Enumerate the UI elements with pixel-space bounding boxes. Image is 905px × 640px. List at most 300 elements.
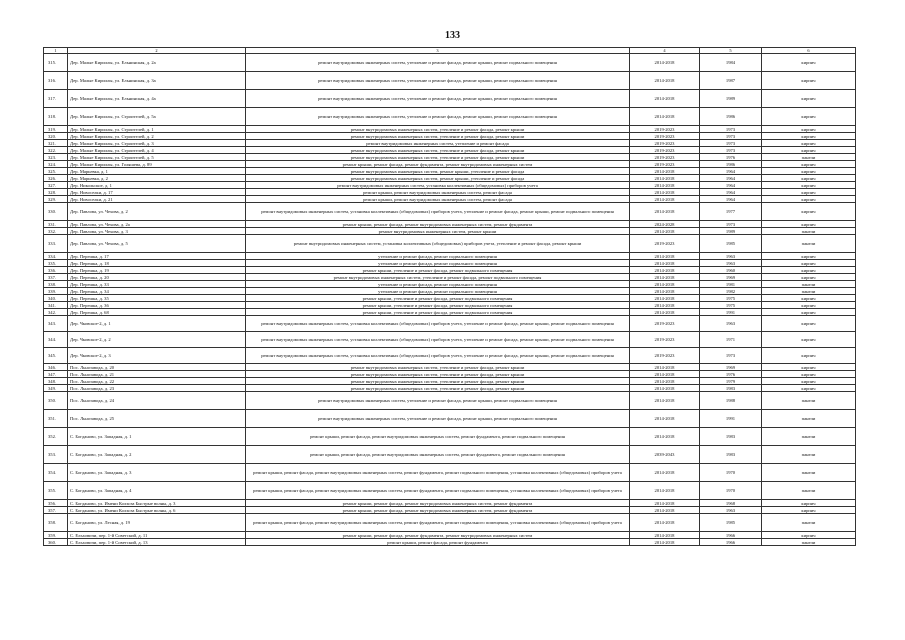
- row-number: 339.: [44, 288, 68, 295]
- year-built-cell: 1989: [700, 228, 762, 235]
- year-built-cell: 1975: [700, 302, 762, 309]
- row-number: 318.: [44, 108, 68, 126]
- table-row: [44, 140, 856, 147]
- table-row: [44, 500, 856, 507]
- year-built-cell: 1983: [700, 428, 762, 446]
- wall-material-cell: панели: [762, 228, 856, 235]
- wall-material-cell: кирпич: [762, 378, 856, 385]
- wall-material-cell: кирпич: [762, 147, 856, 154]
- row-number: 344.: [44, 332, 68, 348]
- address-cell: Дер. Малые Кириллы, ул. Ельнинская, д. 4а: [68, 90, 246, 108]
- address-cell: Дер. Малые Кириллы, ул. Строителей, д. 5: [68, 154, 246, 161]
- period-cell: 2014-2018: [630, 364, 700, 371]
- table-row: [44, 182, 856, 189]
- wall-material-cell: кирпич: [762, 108, 856, 126]
- row-number: 336.: [44, 267, 68, 274]
- table-row: [44, 228, 856, 235]
- wall-material-cell: кирпич: [762, 126, 856, 133]
- table-row: [44, 295, 856, 302]
- works-cell: утепление и ремонт фасада, ремонт подвального помещения: [246, 288, 630, 295]
- period-cell: 2019-2023: [630, 316, 700, 332]
- period-cell: 2014-2018: [630, 428, 700, 446]
- address-cell: Дер. Малые Кириллы, ул. Строителей, д. 5а: [68, 108, 246, 126]
- period-cell: 2014-2018: [630, 288, 700, 295]
- period-cell: 2014-2018: [630, 189, 700, 196]
- works-cell: ремонт крыши, ремонт фасада, ремонт внутридомовых инженерных систем, ремонт фундамента: [246, 507, 630, 514]
- table-row: [44, 446, 856, 464]
- row-number: 343.: [44, 316, 68, 332]
- period-cell: 2014-2018: [630, 90, 700, 108]
- address-cell: С. Богданово, ул. Имени Колхоза Быстрые волны, д. 6: [68, 507, 246, 514]
- wall-material-cell: панели: [762, 235, 856, 253]
- table-row: [44, 267, 856, 274]
- row-number: 338.: [44, 281, 68, 288]
- wall-material-cell: кирпич: [762, 182, 856, 189]
- works-cell: ремонт внутридомовых инженерных систем, установка коллективных (общедомовых) приборов учета, утепление и ремонт фасада, ремонт крыши, ремонт подвального помещения: [246, 203, 630, 221]
- table-row: [44, 316, 856, 332]
- address-cell: С. Богданово, ул. Западная, д. 1: [68, 428, 246, 446]
- year-built-cell: 1963: [700, 260, 762, 267]
- wall-material-cell: панели: [762, 482, 856, 500]
- address-cell: Дер. Перешка, д. 68: [68, 309, 246, 316]
- table-row: [44, 464, 856, 482]
- works-cell: ремонт внутридомовых инженерных систем, установка коллективных (общедомовых) приборов учета: [246, 182, 630, 189]
- wall-material-cell: панели: [762, 446, 856, 464]
- works-cell: ремонт крыши, утепление и ремонт фасада, ремонт подвального помещения: [246, 267, 630, 274]
- works-cell: утепление и ремонт фасада, ремонт подвального помещения: [246, 281, 630, 288]
- row-number: 357.: [44, 507, 68, 514]
- year-built-cell: 1977: [700, 203, 762, 221]
- row-number: 351.: [44, 410, 68, 428]
- row-number: 325.: [44, 168, 68, 175]
- period-cell: 2014-2018: [630, 482, 700, 500]
- works-cell: ремонт внутридомовых инженерных систем, утепление и ремонт фасада, ремонт крыши: [246, 147, 630, 154]
- works-cell: ремонт крыши, ремонт внутридомовых инженерных систем, ремонт фасада: [246, 196, 630, 203]
- year-built-cell: 1964: [700, 182, 762, 189]
- row-number: 356.: [44, 500, 68, 507]
- address-cell: Дер. Малые Кириллы, ул. Строителей, д. 1: [68, 126, 246, 133]
- address-cell: Дер. Чковское-2, д. 2: [68, 332, 246, 348]
- table-row: [44, 274, 856, 281]
- year-built-cell: 1964: [700, 168, 762, 175]
- works-cell: ремонт крыши, утепление и ремонт фасада, ремонт подвального помещения: [246, 309, 630, 316]
- works-cell: ремонт крыши, ремонт фасада, ремонт внутридомовых инженерных систем, ремонт фундамента: [246, 221, 630, 228]
- year-built-cell: 1963: [700, 316, 762, 332]
- address-cell: Дер. Малые Кириллы, ул. Строителей, д. 4: [68, 147, 246, 154]
- address-cell: Дер. Новоселки, д. 21: [68, 196, 246, 203]
- wall-material-cell: кирпич: [762, 175, 856, 182]
- address-cell: Дер. Перешка, д. 36: [68, 302, 246, 309]
- year-built-cell: 1983: [700, 446, 762, 464]
- table-row: [44, 507, 856, 514]
- year-built-cell: 1991: [700, 410, 762, 428]
- row-number: 327.: [44, 182, 68, 189]
- table-row: [44, 221, 856, 228]
- wall-material-cell: панели: [762, 514, 856, 532]
- wall-material-cell: панели: [762, 154, 856, 161]
- row-number: 332.: [44, 228, 68, 235]
- wall-material-cell: кирпич: [762, 221, 856, 228]
- address-cell: С. Богданово, ул. Западная, д. 3: [68, 464, 246, 482]
- period-cell: 2014-2018: [630, 410, 700, 428]
- wall-material-cell: кирпич: [762, 316, 856, 332]
- period-cell: 2039-2043: [630, 446, 700, 464]
- year-built-cell: 1970: [700, 482, 762, 500]
- period-cell: 2014-2018: [630, 196, 700, 203]
- works-cell: ремонт внутридомовых инженерных систем, установка коллективных (общедомовых) приборов учета, утепление и ремонт фасада, ремонт крыши: [246, 235, 630, 253]
- works-cell: ремонт внутридомовых инженерных систем, ремонт крыши: [246, 228, 630, 235]
- wall-material-cell: кирпич: [762, 348, 856, 364]
- year-built-cell: 1970: [700, 464, 762, 482]
- year-built-cell: 1973: [700, 126, 762, 133]
- year-built-cell: 1985: [700, 235, 762, 253]
- year-built-cell: 1969: [700, 364, 762, 371]
- row-number: 337.: [44, 274, 68, 281]
- wall-material-cell: кирпич: [762, 189, 856, 196]
- period-cell: 2014-2018: [630, 514, 700, 532]
- works-cell: ремонт внутридомовых инженерных систем, утепление и ремонт фасада, ремонт крыши: [246, 133, 630, 140]
- wall-material-cell: панели: [762, 410, 856, 428]
- table-row: [44, 532, 856, 539]
- works-cell: ремонт внутридомовых инженерных систем, утепление и ремонт фасада, ремонт крыши: [246, 126, 630, 133]
- period-cell: 2014-2018: [630, 228, 700, 235]
- row-number: 333.: [44, 235, 68, 253]
- address-cell: Дер. Павлова, ул. Чехова, д. 2а: [68, 221, 246, 228]
- period-cell: 2014-2018: [630, 295, 700, 302]
- year-built-cell: 1964: [700, 175, 762, 182]
- row-number: 316.: [44, 72, 68, 90]
- works-cell: утепление и ремонт фасада, ремонт подвального помещения: [246, 253, 630, 260]
- row-number: 340.: [44, 295, 68, 302]
- row-number: 355.: [44, 482, 68, 500]
- address-cell: Дер. Малые Кириллы, ул. Строителей, д. 2: [68, 133, 246, 140]
- address-cell: Дер. Перешка, д. 17: [68, 253, 246, 260]
- wall-material-cell: кирпич: [762, 500, 856, 507]
- row-number: 326.: [44, 175, 68, 182]
- row-number: 329.: [44, 196, 68, 203]
- column-number: 5: [700, 48, 762, 54]
- table-row: [44, 72, 856, 90]
- year-built-cell: 1985: [700, 514, 762, 532]
- column-number: 1: [44, 48, 68, 54]
- table-row: [44, 147, 856, 154]
- row-number: 315.: [44, 54, 68, 72]
- wall-material-cell: кирпич: [762, 364, 856, 371]
- year-built-cell: 1988: [700, 392, 762, 410]
- works-cell: ремонт крыши, ремонт фасада, ремонт внутридомовых инженерных систем, ремонт фундамента, ремонт подвального помещения, установка коллективных (общедомовых) приборов учета: [246, 464, 630, 482]
- row-number: 350.: [44, 392, 68, 410]
- year-built-cell: 1973: [700, 133, 762, 140]
- wall-material-cell: панели: [762, 392, 856, 410]
- wall-material-cell: кирпич: [762, 133, 856, 140]
- works-cell: ремонт крыши, ремонт фасада, ремонт внутридомовых инженерных систем, ремонт фундамента, ремонт подвального помещения: [246, 428, 630, 446]
- address-cell: Дер. Малые Кириллы, ул. Ельнинская, д. 2а: [68, 54, 246, 72]
- year-built-cell: 1971: [700, 332, 762, 348]
- period-cell: 2014-2018: [630, 464, 700, 482]
- wall-material-cell: кирпич: [762, 302, 856, 309]
- year-built-cell: 1984: [700, 54, 762, 72]
- address-cell: Пос. Льнозавода, д. 23: [68, 385, 246, 392]
- wall-material-cell: кирпич: [762, 54, 856, 72]
- period-cell: 2014-2018: [630, 392, 700, 410]
- works-cell: ремонт внутридомовых инженерных систем, ремонт крыши, утепление и ремонт фасада: [246, 168, 630, 175]
- table-row: [44, 260, 856, 267]
- table-row: [44, 253, 856, 260]
- table-row: [44, 309, 856, 316]
- wall-material-cell: панели: [762, 539, 856, 546]
- row-number: 319.: [44, 126, 68, 133]
- period-cell: 2014-2018: [630, 168, 700, 175]
- works-cell: ремонт крыши, утепление и ремонт фасада, ремонт подвального помещения: [246, 302, 630, 309]
- table-row: [44, 482, 856, 500]
- year-built-cell: 1973: [700, 147, 762, 154]
- works-cell: ремонт крыши, ремонт фасада, ремонт внутридомовых инженерных систем, ремонт фундамента, ремонт подвального помещения, установка коллективных (общедомовых) приборов учета: [246, 482, 630, 500]
- year-built-cell: 1976: [700, 371, 762, 378]
- address-cell: Дер. Марьевка, д. 2: [68, 175, 246, 182]
- period-cell: 2014-2018: [630, 281, 700, 288]
- period-cell: 2014-2018: [630, 182, 700, 189]
- address-cell: С. Ельховичи, пер. 1-й Советский, д. 13: [68, 539, 246, 546]
- year-built-cell: 1986: [700, 108, 762, 126]
- table-row: [44, 378, 856, 385]
- works-cell: ремонт внутридомовых инженерных систем, ремонт крыши, утепление и ремонт фасада: [246, 175, 630, 182]
- page-number: 133: [445, 30, 460, 41]
- table-row: [44, 90, 856, 108]
- period-cell: 2014-2018: [630, 175, 700, 182]
- row-number: 346.: [44, 364, 68, 371]
- wall-material-cell: кирпич: [762, 532, 856, 539]
- row-number: 320.: [44, 133, 68, 140]
- table-row: [44, 392, 856, 410]
- row-number: 341.: [44, 302, 68, 309]
- address-cell: Дер. Перешка, д. 18: [68, 260, 246, 267]
- year-built-cell: 1966: [700, 539, 762, 546]
- works-cell: ремонт крыши, ремонт фасада, ремонт внутридомовых инженерных систем, ремонт фундамента: [246, 500, 630, 507]
- year-built-cell: 1973: [700, 140, 762, 147]
- year-built-cell: 1969: [700, 274, 762, 281]
- table-row: [44, 410, 856, 428]
- table-row: [44, 288, 856, 295]
- period-cell: 2019-2023: [630, 332, 700, 348]
- row-number: 335.: [44, 260, 68, 267]
- row-number: 347.: [44, 371, 68, 378]
- row-number: 321.: [44, 140, 68, 147]
- wall-material-cell: кирпич: [762, 371, 856, 378]
- works-cell: ремонт крыши, ремонт фасада, ремонт внутридомовых инженерных систем, ремонт фундамента, ремонт подвального помещения, установка коллективных (общедомовых) приборов учета: [246, 514, 630, 532]
- address-cell: С. Богданово, ул. Имени Колхоза Быстрые волны, д. 3: [68, 500, 246, 507]
- table-row: [44, 385, 856, 392]
- address-cell: Дер. Новоселки, д. 17: [68, 189, 246, 196]
- wall-material-cell: кирпич: [762, 196, 856, 203]
- row-number: 358.: [44, 514, 68, 532]
- table-row: [44, 126, 856, 133]
- works-cell: ремонт внутридомовых инженерных систем, утепление и ремонт фасада, ремонт крыши: [246, 378, 630, 385]
- row-number: 331.: [44, 221, 68, 228]
- year-built-cell: 1973: [700, 348, 762, 364]
- works-cell: ремонт внутридомовых инженерных систем, установка коллективных (общедомовых) приборов учета, утепление и ремонт фасада, ремонт крыши, ремонт подвального помещения: [246, 332, 630, 348]
- works-cell: ремонт крыши, ремонт внутридомовых инженерных систем, ремонт фасада: [246, 189, 630, 196]
- wall-material-cell: кирпич: [762, 253, 856, 260]
- works-cell: ремонт внутридомовых инженерных систем, утепление и ремонт фасада, ремонт подвального помещения: [246, 274, 630, 281]
- address-cell: Дер. Перешка, д. 35: [68, 295, 246, 302]
- table-row: [44, 302, 856, 309]
- year-built-cell: 1966: [700, 532, 762, 539]
- wall-material-cell: кирпич: [762, 161, 856, 168]
- table-row: [44, 371, 856, 378]
- period-cell: 2014-2018: [630, 371, 700, 378]
- table-row: [44, 189, 856, 196]
- row-number: 324.: [44, 161, 68, 168]
- wall-material-cell: кирпич: [762, 72, 856, 90]
- table-row: [44, 168, 856, 175]
- period-cell: 2014-2018: [630, 500, 700, 507]
- column-number: 6: [762, 48, 856, 54]
- address-cell: Пос. Льнозавода, д. 20: [68, 364, 246, 371]
- year-built-cell: 1987: [700, 72, 762, 90]
- works-cell: ремонт внутридомовых инженерных систем, установка коллективных (общедомовых) приборов учета, утепление и ремонт фасада, ремонт крыши, ремонт подвального помещения: [246, 316, 630, 332]
- period-cell: 2014-2018: [630, 302, 700, 309]
- row-number: 348.: [44, 378, 68, 385]
- works-cell: утепление и ремонт фасада, ремонт подвального помещения: [246, 260, 630, 267]
- period-cell: 2014-2018: [630, 385, 700, 392]
- table-row: [44, 428, 856, 446]
- year-built-cell: 1976: [700, 154, 762, 161]
- address-cell: Дер. Павлова, ул. Чехова, д. 5: [68, 235, 246, 253]
- wall-material-cell: кирпич: [762, 385, 856, 392]
- wall-material-cell: панели: [762, 281, 856, 288]
- works-cell: ремонт внутридомовых инженерных систем, установка коллективных (общедомовых) приборов учета, утепление и ремонт фасада, ремонт крыши, ремонт подвального помещения: [246, 348, 630, 364]
- row-number: 360.: [44, 539, 68, 546]
- wall-material-cell: кирпич: [762, 203, 856, 221]
- period-cell: 2014-2018: [630, 54, 700, 72]
- period-cell: 2014-2018: [630, 203, 700, 221]
- wall-material-cell: кирпич: [762, 260, 856, 267]
- address-cell: Дер. Малые Кириллы, ул. Строителей, д. 3: [68, 140, 246, 147]
- wall-material-cell: кирпич: [762, 90, 856, 108]
- period-cell: 2014-2018: [630, 532, 700, 539]
- works-cell: ремонт крыши, ремонт фасада, ремонт внутридомовых инженерных систем, ремонт фундамента, ремонт подвального помещения: [246, 446, 630, 464]
- address-cell: Дер. Марьевка, д. 1: [68, 168, 246, 175]
- period-cell: 2019-2023: [630, 140, 700, 147]
- period-cell: 2014-2018: [630, 274, 700, 281]
- row-number: 352.: [44, 428, 68, 446]
- period-cell: 2014-2018: [630, 253, 700, 260]
- address-cell: Дер. Малые Кириллы, ул. Голяшева, д. 89: [68, 161, 246, 168]
- address-cell: С. Богданово, ул. Лесная, д. 19: [68, 514, 246, 532]
- period-cell: 2014-2018: [630, 309, 700, 316]
- row-number: 334.: [44, 253, 68, 260]
- table-row: [44, 203, 856, 221]
- address-cell: С. Богданово, ул. Западная, д. 2: [68, 446, 246, 464]
- wall-material-cell: кирпич: [762, 168, 856, 175]
- address-cell: Дер. Чковское-2, д. 3: [68, 348, 246, 364]
- row-number: 322.: [44, 147, 68, 154]
- works-cell: ремонт внутридомовых инженерных систем, утепление и ремонт фасада, ремонт крыши, ремонт подвального помещения: [246, 90, 630, 108]
- works-cell: ремонт внутридомовых инженерных систем, утепление и ремонт фасада, ремонт крыши, ремонт подвального помещения: [246, 72, 630, 90]
- works-cell: ремонт крыши, ремонт фасада, ремонт фундамента, ремонт внутридомовых инженерных систем: [246, 161, 630, 168]
- period-cell: 2014-2018: [630, 378, 700, 385]
- year-built-cell: 1963: [700, 253, 762, 260]
- wall-material-cell: кирпич: [762, 309, 856, 316]
- works-cell: ремонт внутридомовых инженерных систем, утепление и ремонт фасада, ремонт крыши: [246, 385, 630, 392]
- works-cell: ремонт крыши, ремонт фасада, ремонт фундамента, ремонт внутридомовых инженерных систем: [246, 532, 630, 539]
- year-built-cell: 1983: [700, 385, 762, 392]
- wall-material-cell: кирпич: [762, 140, 856, 147]
- period-cell: 2019-2023: [630, 161, 700, 168]
- wall-material-cell: панели: [762, 464, 856, 482]
- period-cell: 2014-2018: [630, 108, 700, 126]
- row-number: 345.: [44, 348, 68, 364]
- year-built-cell: 1960: [700, 267, 762, 274]
- year-built-cell: 1964: [700, 189, 762, 196]
- works-cell: ремонт внутридомовых инженерных систем, утепление и ремонт фасада, ремонт крыши: [246, 371, 630, 378]
- address-cell: Пос. Льнозавода, д. 21: [68, 371, 246, 378]
- period-cell: 2014-2018: [630, 267, 700, 274]
- row-number: 330.: [44, 203, 68, 221]
- year-built-cell: 1973: [700, 221, 762, 228]
- period-cell: 2014-2018: [630, 72, 700, 90]
- table-row: [44, 514, 856, 532]
- works-cell: ремонт внутридомовых инженерных систем, утепление и ремонт фасада, ремонт крыши, ремонт подвального помещения: [246, 108, 630, 126]
- works-cell: ремонт внутридомовых инженерных систем, утепление и ремонт фасада, ремонт крыши, ремонт подвального помещения: [246, 410, 630, 428]
- address-cell: Пос. Льнозавода, д. 24: [68, 392, 246, 410]
- wall-material-cell: кирпич: [762, 507, 856, 514]
- housing-register-table: [43, 47, 856, 546]
- period-cell: 2019-2023: [630, 133, 700, 140]
- wall-material-cell: кирпич: [762, 267, 856, 274]
- year-built-cell: 1979: [700, 378, 762, 385]
- address-cell: Дер. Чковское-2, д. 1: [68, 316, 246, 332]
- year-built-cell: 1991: [700, 309, 762, 316]
- period-cell: 2014-2018: [630, 260, 700, 267]
- works-cell: ремонт внутридомовых инженерных систем, утепление и ремонт фасада, ремонт крыши, ремонт подвального помещения: [246, 392, 630, 410]
- address-cell: Дер. Перешка, д. 20: [68, 274, 246, 281]
- period-cell: 2019-2023: [630, 126, 700, 133]
- wall-material-cell: панели: [762, 428, 856, 446]
- address-cell: Пос. Льнозавода, д. 22: [68, 378, 246, 385]
- works-cell: ремонт внутридомовых инженерных систем, утепление и ремонт фасада, ремонт крыши, ремонт подвального помещения: [246, 54, 630, 72]
- table-row: [44, 364, 856, 371]
- table-row: [44, 281, 856, 288]
- row-number: 359.: [44, 532, 68, 539]
- period-cell: 2014-2018: [630, 539, 700, 546]
- wall-material-cell: кирпич: [762, 274, 856, 281]
- row-number: 317.: [44, 90, 68, 108]
- column-number: 3: [246, 48, 630, 54]
- address-cell: Дер. Павлова, ул. Чехова, д. 2: [68, 203, 246, 221]
- table-row: [44, 133, 856, 140]
- year-built-cell: 1981: [700, 281, 762, 288]
- year-built-cell: 1989: [700, 90, 762, 108]
- address-cell: Дер. Перешка, д. 33: [68, 281, 246, 288]
- address-cell: С. Богданово, ул. Западная, д. 4: [68, 482, 246, 500]
- address-cell: Дер. Никольское, д. 1: [68, 182, 246, 189]
- works-cell: ремонт крыши, утепление и ремонт фасада, ремонт подвального помещения: [246, 295, 630, 302]
- column-number: 4: [630, 48, 700, 54]
- table-row: [44, 154, 856, 161]
- row-number: 342.: [44, 309, 68, 316]
- wall-material-cell: кирпич: [762, 295, 856, 302]
- table-row: [44, 196, 856, 203]
- works-cell: ремонт внутридомовых инженерных систем, утепление и ремонт фасада, ремонт крыши: [246, 154, 630, 161]
- table-row: [44, 54, 856, 72]
- period-cell: 2024-2028: [630, 221, 700, 228]
- year-built-cell: 1975: [700, 295, 762, 302]
- table-row: [44, 175, 856, 182]
- works-cell: ремонт внутридомовых инженерных систем, утепление и ремонт фасада, ремонт крыши: [246, 364, 630, 371]
- table-row: [44, 235, 856, 253]
- year-built-cell: 1964: [700, 196, 762, 203]
